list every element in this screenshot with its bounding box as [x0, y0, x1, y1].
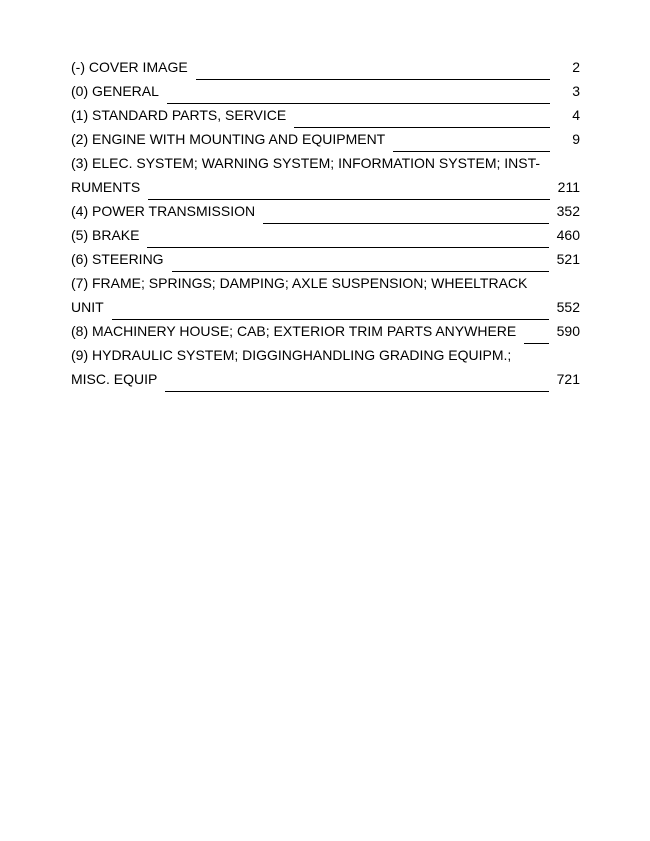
toc-page-number: 460 [556, 227, 580, 243]
toc-entry-label: (1) STANDARD PARTS, SERVICE [71, 107, 287, 123]
table-of-contents [71, 56, 580, 392]
toc-page-number: 721 [556, 371, 580, 387]
toc-page-number: 211 [557, 179, 580, 195]
toc-entry-label: (7) FRAME; SPRINGS; DAMPING; AXLE SUSPENSION; WHEELTRACK [71, 275, 528, 291]
toc-entry-label: (3) ELEC. SYSTEM; WARNING SYSTEM; INFORMATION SYSTEM; INST- [71, 155, 541, 171]
toc-page-number: 4 [572, 107, 580, 123]
toc-entry-cover-image[interactable] [71, 56, 580, 80]
toc-entry-steering[interactable] [71, 248, 580, 272]
toc-entry-label-continued: MISC. EQUIP [71, 371, 158, 387]
toc-page-number: 9 [572, 131, 580, 147]
toc-page-number: 590 [556, 323, 580, 339]
toc-entry-label: (6) STEERING [71, 251, 164, 267]
toc-entry-power-transmission[interactable] [71, 200, 580, 224]
toc-entry-engine[interactable] [71, 128, 580, 152]
toc-entry-hydraulic-system[interactable] [71, 344, 580, 392]
toc-entry-label: (-) COVER IMAGE [71, 59, 188, 75]
toc-entry-label-continued: UNIT [71, 299, 104, 315]
toc-entry-label: (5) BRAKE [71, 227, 140, 243]
toc-leader-line [165, 391, 548, 392]
toc-entry-label: (0) GENERAL [71, 83, 159, 99]
toc-entry-standard-parts[interactable] [71, 104, 580, 128]
toc-entry-elec-system[interactable] [71, 152, 580, 200]
toc-entry-label: (2) ENGINE WITH MOUNTING AND EQUIPMENT [71, 131, 386, 147]
toc-page-number: 352 [556, 203, 580, 219]
toc-entry-brake[interactable] [71, 224, 580, 248]
toc-page-number: 521 [556, 251, 580, 267]
toc-entry-label: (4) POWER TRANSMISSION [71, 203, 256, 219]
toc-entry-label: (8) MACHINERY HOUSE; CAB; EXTERIOR TRIM PARTS ANYWHERE [71, 323, 517, 339]
toc-page-number: 2 [572, 59, 580, 75]
toc-page-number: 552 [556, 299, 580, 315]
toc-entry-frame[interactable] [71, 272, 580, 320]
toc-entry-label-continued: RUMENTS [71, 179, 141, 195]
toc-entry-general[interactable] [71, 80, 580, 104]
toc-entry-label: (9) HYDRAULIC SYSTEM; DIGGINGHANDLING GRADING EQUIPM.; [71, 347, 512, 363]
toc-entry-machinery-house[interactable] [71, 320, 580, 344]
toc-page-number: 3 [572, 83, 580, 99]
